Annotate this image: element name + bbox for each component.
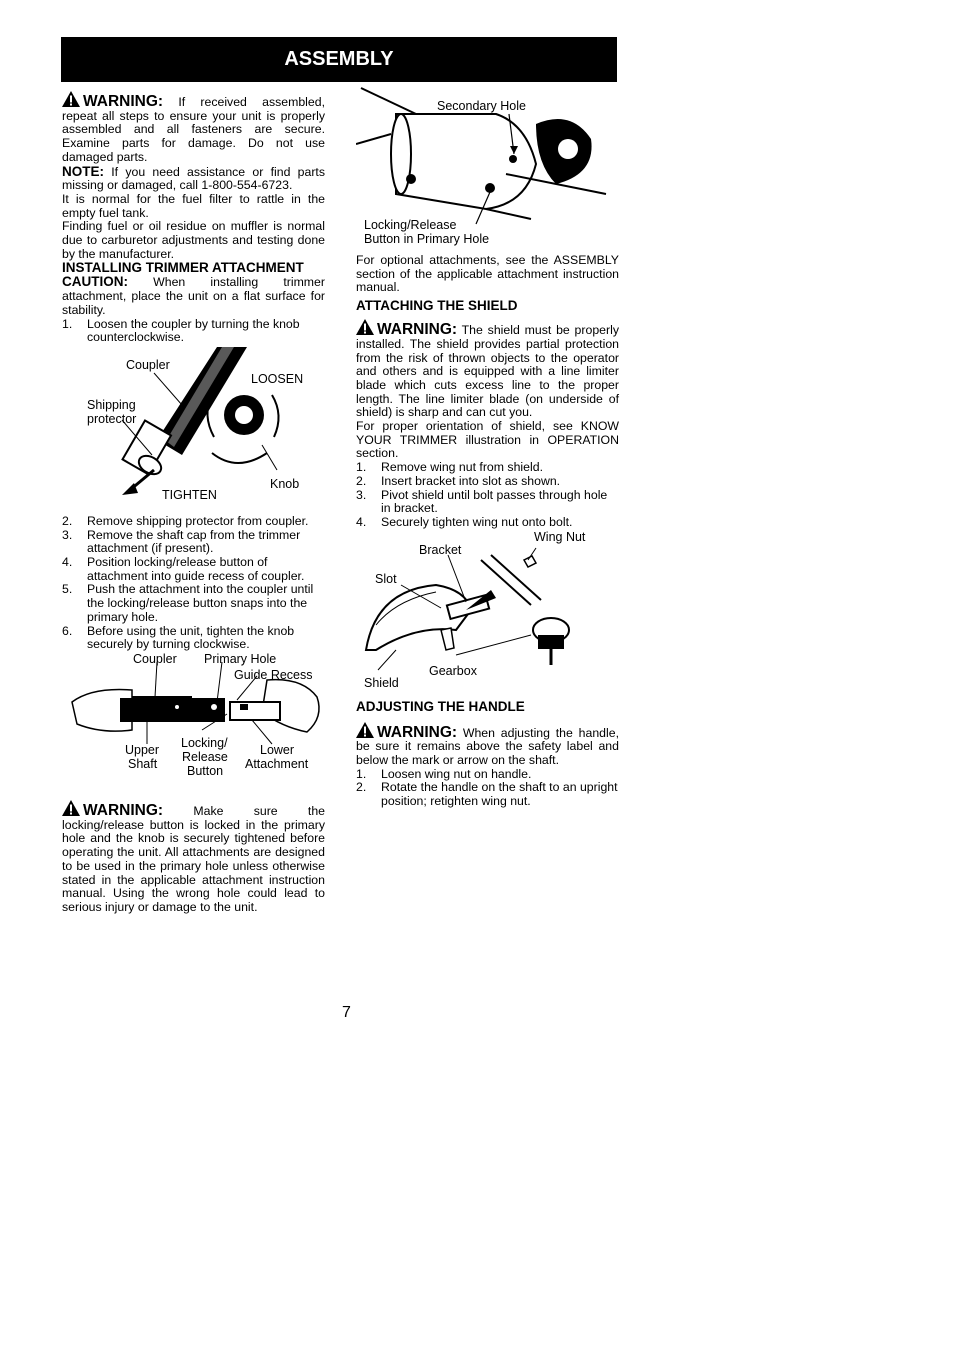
warning-handle — [356, 722, 619, 768]
section-title: ASSEMBLY — [284, 48, 394, 70]
warning-label: WARNING: — [377, 723, 458, 741]
step-text: Remove shipping protector from coupler. — [87, 513, 309, 528]
step-text: Position locking/release button of attachment into guide recess of coupler. — [87, 555, 305, 583]
coupler-knob-figure — [62, 345, 325, 515]
step-text: Loosen the coupler by turning the knob counterclockwise. — [87, 316, 300, 345]
step-text: Rotate the handle on the shaft to an upright position; retighten wing nut. — [381, 780, 618, 809]
heading-attaching-shield: ATTACHING THE SHIELD — [356, 298, 518, 314]
shield-figure — [356, 530, 619, 694]
step-text: Push the attachment into the coupler until the locking/release button snaps into the primary hole. — [87, 582, 314, 624]
label-shield: Shield — [364, 675, 399, 690]
page-number: 7 — [342, 1004, 351, 1021]
label-coupler-2: Coupler — [133, 651, 177, 666]
step-number: 4. — [62, 555, 73, 570]
label-primary-hole: Primary Hole — [204, 651, 277, 666]
list-item — [62, 556, 325, 583]
note-label: NOTE: — [62, 163, 104, 179]
heading-installing-attachment: INSTALLING TRIMMER ATTACHMENT — [62, 260, 304, 276]
warning-text: Make sure the locking/release button is locked in the primary hole and the knob is securely tightened before operating the unit. All attachments are designed to be used in the primary hole unless otherwise stated in the applicable attachment instruction manual. Using the wrong hole could lead to serious injury or damage to the unit. — [62, 803, 325, 914]
step-number: 1. — [62, 316, 73, 331]
step-number: 3. — [62, 527, 73, 542]
list-item — [62, 515, 325, 529]
list-item — [356, 768, 619, 782]
step-text: Remove wing nut from shield. — [381, 460, 543, 475]
label-knob: Knob — [270, 476, 300, 491]
step-number: 1. — [356, 460, 367, 475]
warning-received-assembled — [62, 91, 325, 165]
warning-shield — [356, 319, 619, 420]
step-number: 3. — [356, 487, 367, 502]
warning-label: WARNING: — [83, 801, 164, 819]
step-number: 6. — [62, 623, 73, 638]
label-upper: Upper — [125, 742, 160, 757]
warning-icon — [356, 722, 374, 738]
steps-list-c — [356, 461, 619, 530]
steps-list-b — [62, 515, 325, 652]
step-text: Before using the unit, tighten the knob securely by turning clockwise. — [87, 623, 295, 652]
warning-label: WARNING: — [83, 93, 164, 110]
section-header — [61, 37, 617, 82]
warning-text: If received assembled, repeat all steps to ensure your unit is properly assembled and all fasteners are secure. Examine parts for damage. Do not use damaged parts. — [62, 95, 326, 164]
secondary-hole-figure — [356, 84, 619, 250]
label-button-primary: Button in Primary Hole — [364, 232, 490, 246]
step-number: 2. — [356, 780, 367, 795]
list-item — [62, 625, 325, 652]
right-column — [356, 254, 619, 809]
label-locking: Locking/ — [181, 735, 228, 750]
step-text: Securely tighten wing nut onto bolt. — [381, 514, 573, 529]
step-number: 2. — [356, 473, 367, 488]
left-column — [62, 91, 325, 915]
label-secondary-hole: Secondary Hole — [437, 99, 526, 113]
steps-list-a — [62, 318, 325, 345]
attachment-coupling-figure — [62, 652, 325, 786]
warning-text: The shield must be properly installed. The shield provides partial protection from the risk of thrown objects to the operator and others and is equipped with a line limiter blade which cuts excess line to the proper length. The line limiter blade (on underside of shield) is sharp and can cut you. — [356, 323, 619, 420]
label-coupler: Coupler — [126, 357, 170, 372]
step-number: 1. — [356, 766, 367, 781]
step-number: 4. — [356, 514, 367, 529]
label-shaft: Shaft — [128, 756, 158, 771]
label-tighten: TIGHTEN — [162, 487, 217, 502]
list-item — [62, 529, 325, 556]
step-number: 2. — [62, 513, 73, 528]
step-text: Remove the shaft cap from the trimmer attachment (if present). — [87, 527, 301, 556]
label-guide-recess: Guide Recess — [234, 667, 313, 682]
label-button: Button — [187, 763, 224, 778]
step-text: Loosen wing nut on handle. — [381, 766, 532, 781]
list-item — [62, 318, 325, 345]
list-item — [62, 583, 325, 624]
shield-illustration — [356, 530, 619, 694]
list-item — [356, 489, 619, 516]
optional-attachments-paragraph: For optional attachments, see the ASSEMBLY section of the applicable attachment instruction manual. — [356, 253, 619, 295]
label-attachment: Attachment — [245, 756, 309, 771]
list-item — [356, 475, 619, 489]
warning-icon — [356, 319, 374, 335]
step-text: Pivot shield until bolt passes through hole in bracket. — [381, 487, 608, 516]
residue-paragraph: Finding fuel or oil residue on muffler is normal due to carburetor adjustments and testing done by the manufacturer. — [62, 219, 325, 261]
caution-paragraph — [62, 275, 325, 317]
warning-label: WARNING: — [377, 321, 458, 339]
fuel-filter-paragraph: It is normal for the fuel filter to rattle in the empty fuel tank. — [62, 191, 325, 220]
orientation-paragraph: For proper orientation of shield, see KNOW YOUR TRIMMER illustration in OPERATION section. — [356, 419, 619, 461]
warning-text: When adjusting the handle, be sure it remains above the safety label and below the mark or arrow on the shaft. — [356, 725, 619, 768]
note-paragraph — [62, 165, 325, 193]
step-number: 5. — [62, 582, 73, 597]
label-protector: protector — [87, 411, 137, 426]
label-bracket: Bracket — [419, 542, 462, 557]
label-slot: Slot — [375, 571, 397, 586]
label-wing-nut: Wing Nut — [534, 529, 586, 544]
step-text: Insert bracket into slot as shown. — [381, 473, 561, 488]
list-item — [356, 516, 619, 530]
label-shipping: Shipping — [87, 397, 136, 412]
steps-list-d — [356, 768, 619, 809]
label-release: Release — [182, 749, 228, 764]
label-gearbox: Gearbox — [429, 663, 477, 678]
caution-label: CAUTION: — [62, 274, 128, 290]
label-locking-release: Locking/Release — [364, 218, 457, 232]
list-item — [356, 781, 619, 808]
heading-adjusting-handle: ADJUSTING THE HANDLE — [356, 698, 525, 714]
warning-icon — [62, 800, 80, 816]
note-text: If you need assistance or find parts missing or damaged, call 1-800-554-6723. — [62, 164, 325, 193]
caution-text: When installing trimmer attachment, place the unit on a flat surface for stability. — [62, 275, 325, 317]
warning-locking-button — [62, 800, 325, 915]
label-lower: Lower — [260, 742, 295, 757]
warning-icon — [62, 91, 80, 107]
list-item — [356, 461, 619, 475]
label-loosen: LOOSEN — [251, 371, 304, 386]
